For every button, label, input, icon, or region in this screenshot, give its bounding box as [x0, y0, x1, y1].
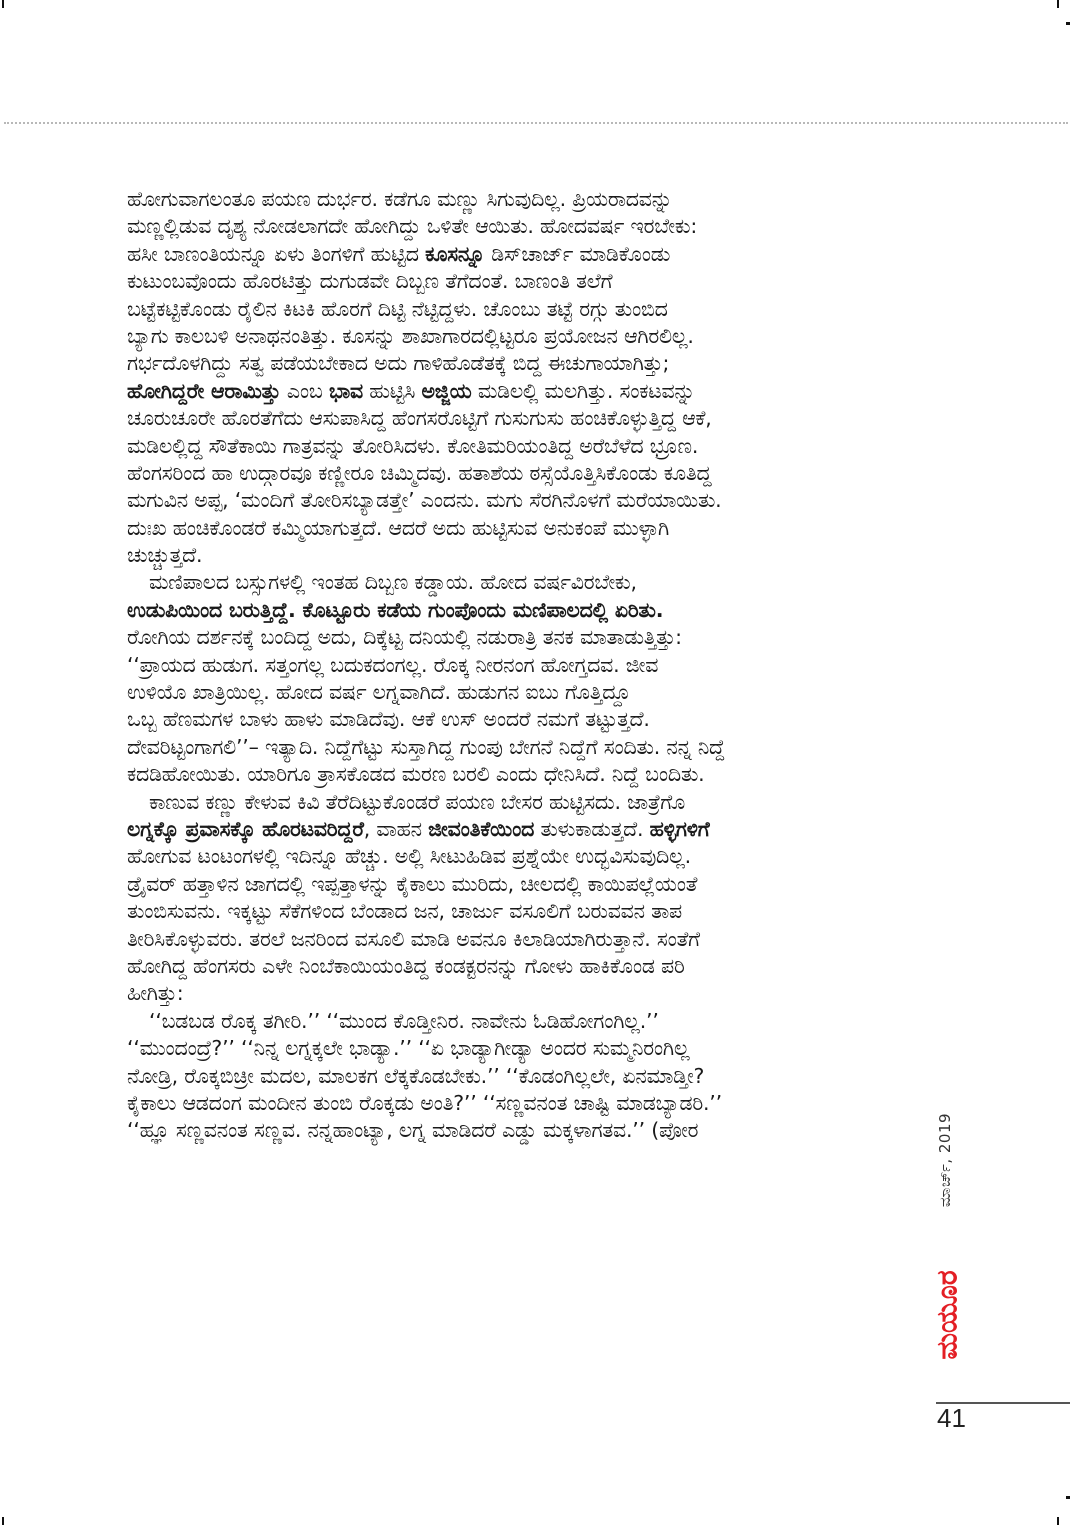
text-segment: ಗರ್ಭದೊಳಗಿದ್ದು ಸತ್ವ ಪಡೆಯಬೇಕಾದ ಅದು ಗಾಳಿಹೊಡೆತಕ್ಕೆ ಬಿದ್ದ ಈಚುಗಾಯಾಗಿತ್ತು;	[127, 351, 670, 376]
text-segment: ತುಂಬಿಸುವನು. ಇಕ್ಕಟ್ಟು ಸೆಕೆಗಳಿಂದ ಬೆಂಡಾದ ಜನ, ಚಾರ್ಜು ವಸೂಲಿಗೆ ಬರುವವನ ತಾಪ	[127, 899, 682, 924]
text-segment: ಹಸೀ ಬಾಣಂತಿಯನ್ನೂ ಏಳು ತಿಂಗಳಿಗೆ ಹುಟ್ಟಿದ	[127, 241, 426, 266]
text-line	[127, 241, 897, 268]
text-segment: ಬ್ಯಾಗು ಕಾಲಬಳಿ ಅನಾಥನಂತಿತ್ತು. ಕೂಸನ್ನು ಶಾಖಾಗಾರದಲ್ಲಿಟ್ಟರೂ ಪ್ರಯೋಜನ ಆಗಿರಲಿಲ್ಲ.	[127, 323, 694, 348]
text-line	[127, 542, 897, 569]
text-segment: ಕೈಕಾಲು ಆಡದಂಗ ಮಂದೀನ ತುಂಬಿ ರೊಕ್ಕಡು ಅಂತಿ?’’ ‘‘ಸಣ್ಣವನಂತ ಚಾಷ್ಟಿ ಮಾಡಬ್ಯಾಡರಿ.’’	[127, 1090, 722, 1115]
text-line	[127, 213, 897, 240]
text-line	[127, 926, 897, 953]
article-body	[127, 186, 897, 1145]
text-segment: ‘‘ಹ್ಞೂ ಸಣ್ಣವನಂತ ಸಣ್ಣವ. ನನ್ನಹಾಂಟ್ಯಾ, ಲಗ್ನ ಮಾಡಿದರೆ ಎಡ್ಡು ಮಕ್ಕಳಾಗತವ.’’ (ಪೋರ	[127, 1118, 699, 1143]
text-segment: ‘‘ಪ್ರಾಯದ ಹುಡುಗ. ಸತ್ತಂಗಲ್ಲ ಬದುಕದಂಗಲ್ಲ. ರೊಕ್ಕ ನೀರನಂಗ ಹೋಗ್ತದವ. ಜೀವ	[127, 652, 659, 677]
text-segment: ಮಣ್ಣಲ್ಲಿಡುವ ದೃಶ್ಯ ನೋಡಲಾಗದೇ ಹೋಗಿದ್ದು ಒಳಿತೇ ಆಯಿತು. ಹೋದವರ್ಷ ಇರಬೇಕು:	[127, 214, 698, 239]
crop-mark-top-left	[2, 0, 4, 8]
text-segment: ದೇವರಿಟ್ಟಂಗಾಗಲಿ’’– ಇತ್ಯಾದಿ. ನಿದ್ದೆಗೆಟ್ಟು ಸುಸ್ತಾಗಿದ್ದ ಗುಂಪು ಬೇಗನೆ ನಿದ್ದೆಗೆ ಸಂದಿತು. ನನ್ನ ನಿದ್ದೆ	[127, 734, 725, 759]
text-line	[127, 789, 897, 816]
text-segment: ಡಿಸ್‌ಚಾರ್ಜ್ ಮಾಡಿಕೊಂಡು	[484, 241, 671, 266]
text-line	[127, 350, 897, 377]
text-line	[127, 487, 897, 514]
text-line	[127, 1117, 897, 1144]
header-dotted-rule	[4, 122, 1068, 124]
text-line	[127, 460, 897, 487]
text-line	[127, 652, 897, 679]
text-segment: ಚೂರುಚೂರೇ ಹೊರತೆಗೆದು ಆಸುಪಾಸಿದ್ದ ಹೆಂಗಸರೊಟ್ಟಿಗೆ ಗುಸುಗುಸು ಹಂಚಿಕೊಳ್ಳುತ್ತಿದ್ದ ಆಕೆ,	[127, 406, 712, 431]
text-segment: ‘‘ಮುಂದಂದ್ರೆ?’’ ‘‘ನಿನ್ನ ಲಗ್ನಕ್ಕಲೇ ಭಾಡ್ಯಾ.’’ ‘‘ಏ ಭಾಡ್ಯಾಗೀಡ್ಯಾ ಅಂದರ ಸುಮ್ಮನಿರಂಗಿಲ್ಲ	[127, 1036, 690, 1061]
page-number: 41	[937, 1403, 966, 1433]
text-segment: ಕುಟುಂಬವೊಂದು ಹೊರಟಿತ್ತು ದುಗುಡವೇ ದಿಬ್ಬಣ ತೆಗೆದಂತೆ. ಬಾಣಂತಿ ತಲೆಗೆ	[127, 269, 613, 294]
text-line	[127, 1063, 897, 1090]
text-line	[127, 816, 897, 843]
issue-date-label	[931, 1095, 959, 1225]
text-line	[127, 843, 897, 870]
text-line	[127, 433, 897, 460]
text-segment: ಹೋಗುವ ಟಂಟಂಗಳಲ್ಲಿ ಇದಿನ್ನೂ ಹೆಚ್ಚು. ಅಲ್ಲಿ ಸೀಟುಹಿಡಿವ ಪ್ರಶ್ನೆಯೇ ಉದ್ಭವಿಸುವುದಿಲ್ಲ.	[127, 844, 691, 869]
text-segment: ಮಗುವಿನ ಅಪ್ಪ, ‘ಮಂದಿಗೆ ತೋರಿಸಬ್ಯಾಡತ್ತೇ’ ಎಂದನು. ಮಗು ಸೆರಗಿನೊಳಗೆ ಮರೆಯಾಯಿತು.	[127, 488, 722, 513]
text-line	[127, 597, 897, 624]
text-segment: ಹೋಗಿದ್ದ ಹೆಂಗಸರು ಎಳೇ ನಿಂಬೆಕಾಯಿಯಂತಿದ್ದ ಕಂಡಕ್ಟರನನ್ನು ಗೋಳು ಹಾಕಿಕೊಂಡ ಪರಿ	[127, 953, 685, 978]
bold-text-segment: ಉಡುಪಿಯಿಂದ ಬರುತ್ತಿದ್ದೆ. ಕೊಟ್ಟೂರು ಕಡೆಯ ಗುಂಪೊಂದು ಮಣಿಪಾಲದಲ್ಲಿ ಏರಿತು.	[127, 597, 664, 622]
text-line	[127, 1008, 897, 1035]
bold-text-segment: ಕೂಸನ್ನೂ	[425, 241, 485, 266]
text-line	[127, 569, 897, 596]
bold-text-segment: ಹೋಗಿದ್ದರೇ ಆರಾಮಿತ್ತು	[127, 378, 281, 403]
text-segment: ದುಃಖ ಹಂಚಿಕೊಂಡರೆ ಕಮ್ಮಿಯಾಗುತ್ತದೆ. ಆದರೆ ಅದು ಹುಟ್ಟಿಸುವ ಅನುಕಂಪೆ ಮುಳ್ಳಾಗಿ	[127, 515, 670, 540]
text-line	[127, 953, 897, 980]
text-line	[127, 1035, 897, 1062]
bold-text-segment: ಭಾವ	[328, 378, 363, 403]
text-segment: , ವಾಹನ	[363, 816, 429, 841]
text-line	[127, 871, 897, 898]
issue-date-text: ಮಾರ್ಚ್, 2019	[936, 1112, 954, 1208]
magazine-logo	[928, 1250, 968, 1380]
text-segment: ‘‘ಬಡಬಡ ರೊಕ್ಕ ತಗೀರಿ.’’ ‘‘ಮುಂದ ಕೊಡ್ತೀನಿರ. ನಾವೇನು ಓಡಿಹೋಗಂಗಿಲ್ಲ.’’	[149, 1008, 659, 1033]
text-line	[127, 323, 897, 350]
text-segment: ಹೀಗಿತ್ತು:	[127, 981, 184, 1006]
text-segment: ಕಾಣುವ ಕಣ್ಣು ಕೇಳುವ ಕಿವಿ ತೆರೆದಿಟ್ಟುಕೊಂಡರೆ ಪಯಣ ಬೇಸರ ಹುಟ್ಟಿಸದು. ಜಾತ್ರೆಗೊ	[149, 789, 686, 814]
text-segment: ಮಣಿಪಾಲದ ಬಸ್ಸುಗಳಲ್ಲಿ ಇಂತಹ ದಿಬ್ಬಣ ಕಡ್ಡಾಯ. ಹೋದ ವರ್ಷವಿರಬೇಕು,	[149, 570, 637, 595]
magazine-logo-text: ಮಯೂರ	[931, 1270, 965, 1360]
text-segment: ಹುಟ್ಟಿಸಿ	[362, 378, 422, 403]
text-line	[127, 296, 897, 323]
text-line	[127, 980, 897, 1007]
text-line	[127, 761, 897, 788]
text-segment: ಮಡಿಲಲ್ಲಿದ್ದ ಸೌತೆಕಾಯಿ ಗಾತ್ರವನ್ನು ತೋರಿಸಿದಳು. ಕೋತಿಮರಿಯಂತಿದ್ದ ಅರೆಬೆಳೆದ ಭ್ರೂಣ.	[127, 433, 699, 458]
text-line	[127, 405, 897, 432]
text-segment: ಹೆಂಗಸರಿಂದ ಹಾ ಉದ್ಗಾರವೂ ಕಣ್ಣೀರೂ ಚಿಮ್ಮಿದವು. ಹತಾಶೆಯ ಠಸ್ಸೆಯೊತ್ತಿಸಿಕೊಂಡು ಕೂತಿದ್ದ	[127, 460, 712, 485]
text-segment: ಒಬ್ಬ ಹೆಣಮಗಳ ಬಾಳು ಹಾಳು ಮಾಡಿದೆವು. ಆಕೆ ಉಸ್ ಅಂದರೆ ನಮಗೆ ತಟ್ಟುತ್ತದೆ.	[127, 707, 650, 732]
crop-mark-bottom-left	[2, 1517, 4, 1525]
text-segment: ಚುಚ್ಚುತ್ತದೆ.	[127, 543, 203, 568]
text-segment: ನೋಡ್ರಿ, ರೊಕ್ಕಬಿಚ್ರೀ ಮದಲ, ಮಾಲಕಗ ಲೆಕ್ಕಕೊಡಬೇಕು.’’ ‘‘ಕೊಡಂಗಿಲ್ಲಲೇ, ಏನಮಾಡ್ತೀ?	[127, 1063, 705, 1088]
text-segment: ಡ್ರೈವರ್ ಹತ್ತಾಳಿನ ಜಾಗದಲ್ಲಿ ಇಪ್ಪತ್ತಾಳನ್ನು ಕೈಕಾಲು ಮುರಿದು, ಚೀಲದಲ್ಲಿ ಕಾಯಿಪಲ್ಲೆಯಂತೆ	[127, 871, 698, 896]
bold-text-segment: ಅಜ್ಜಿಯ	[421, 378, 472, 403]
bold-text-segment: ಜೀವಂತಿಕೆಯಿಂದ	[428, 816, 535, 841]
text-segment: ಎಂಬ	[280, 378, 329, 403]
text-line	[127, 679, 897, 706]
text-segment: ಉಳಿಯೊ ಖಾತ್ರಿಯಿಲ್ಲ. ಹೋದ ವರ್ಷ ಲಗ್ನವಾಗಿದೆ. ಹುಡುಗನ ಐಬು ಗೊತ್ತಿದ್ದೂ	[127, 680, 631, 705]
text-segment: ರೋಗಿಯ ದರ್ಶನಕ್ಕೆ ಬಂದಿದ್ದ ಅದು, ದಿಕ್ಕೆಟ್ಟ ದನಿಯಲ್ಲಿ ನಡುರಾತ್ರಿ ತನಕ ಮಾತಾಡುತ್ತಿತ್ತು:	[127, 625, 682, 650]
text-line	[127, 734, 897, 761]
bold-text-segment: ಲಗ್ನಕ್ಕೊ ಪ್ರವಾಸಕ್ಕೊ ಹೊರಟವರಿದ್ದರೆ	[127, 816, 364, 841]
crop-mark-top-right	[1057, 0, 1059, 8]
text-segment: ತೀರಿಸಿಕೊಳ್ಳುವರು. ತರಲೆ ಜನರಿಂದ ವಸೂಲಿ ಮಾಡಿ ಅವನೂ ಕಿಲಾಡಿಯಾಗಿರುತ್ತಾನೆ. ಸಂತೆಗೆ	[127, 926, 700, 951]
text-segment: ಬಟ್ಟೆಕಟ್ಟಿಕೊಂಡು ರೈಲಿನ ಕಿಟಕಿ ಹೊರಗೆ ದಿಟ್ಟಿ ನೆಟ್ಟಿದ್ದಳು. ಚೊಂಬು ತಟ್ಟೆ ರಗ್ಗು ತುಂಬಿದ	[127, 296, 668, 321]
crop-mark-right-bottom	[1066, 1496, 1070, 1499]
text-line	[127, 1090, 897, 1117]
text-segment: ಮಡಿಲಲ್ಲಿ ಮಲಗಿತ್ತು. ಸಂಕಟವನ್ನು	[471, 378, 695, 403]
text-segment: ತುಳುಕಾಡುತ್ತದೆ.	[534, 816, 650, 841]
text-segment: ಹೋಗುವಾಗಲಂತೂ ಪಯಣ ದುರ್ಭರ. ಕಡೆಗೂ ಮಣ್ಣು ಸಿಗುವುದಿಲ್ಲ. ಪ್ರಿಯರಾದವನ್ನು	[127, 187, 673, 211]
crop-mark-right-top	[1066, 22, 1070, 25]
text-line	[127, 515, 897, 542]
text-line	[127, 706, 897, 733]
text-segment: ಕದಡಿಹೋಯಿತು. ಯಾರಿಗೂ ತ್ರಾಸಕೊಡದ ಮರಣ ಬರಲಿ ಎಂದು ಧೇನಿಸಿದೆ. ನಿದ್ದೆ ಬಂದಿತು.	[127, 762, 705, 787]
crop-mark-bottom-right	[1057, 1517, 1059, 1525]
text-line	[127, 898, 897, 925]
text-line	[127, 378, 897, 405]
text-line	[127, 268, 897, 295]
text-line	[127, 624, 897, 651]
text-line	[127, 186, 897, 213]
bold-text-segment: ಹಳ್ಳಿಗಳಿಗೆ	[649, 816, 710, 841]
